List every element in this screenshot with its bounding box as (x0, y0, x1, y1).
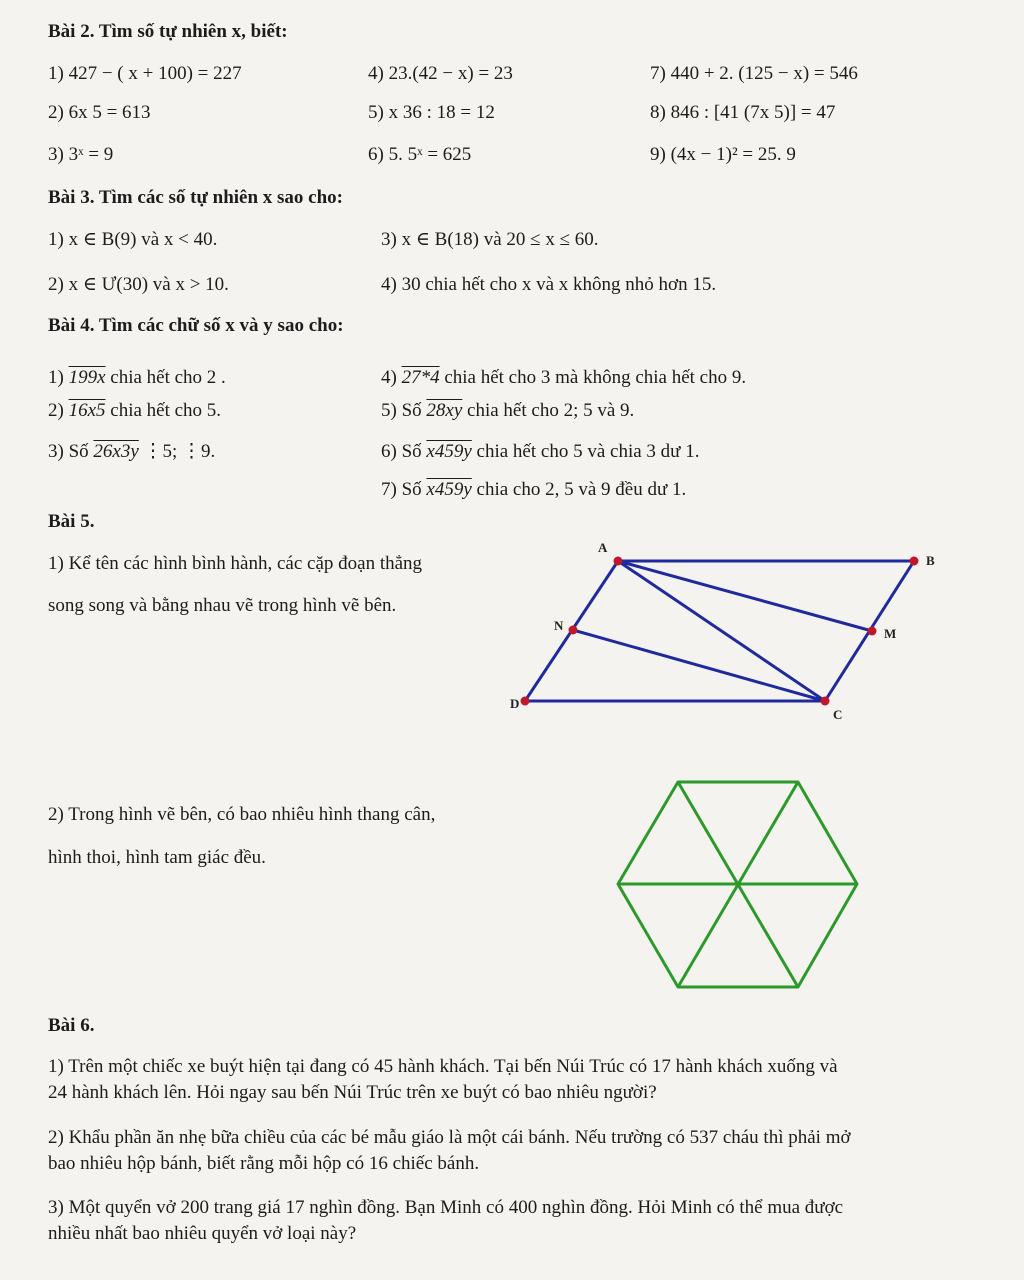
segment-NC (573, 630, 825, 701)
segment-AM (618, 561, 872, 631)
label-N: N (554, 618, 564, 633)
bai6-p2-line1: 2) Khẩu phần ăn nhẹ bữa chiều của các bé mẫu giáo là một cái bánh. Nếu trường có 537 cháu thì phải mở (48, 1127, 851, 1148)
item-prefix: 4) (381, 367, 402, 388)
item-prefix: 5) Số (381, 400, 427, 421)
label-D: D (510, 696, 520, 711)
point-A (614, 557, 623, 566)
overlined-number: x459y (426, 441, 472, 462)
overlined-number: 26x3y (93, 441, 139, 462)
item-prefix: 7) Số (381, 479, 427, 500)
item-text: chia hết cho 5. (105, 400, 222, 421)
label-B: B (926, 553, 935, 568)
bai4-item-3 (48, 440, 215, 464)
point-M (868, 627, 877, 636)
bai4-item-5 (381, 399, 634, 423)
bai6-p2-line2: bao nhiêu hộp bánh, biết rằng mỗi hộp có 16 chiếc bánh. (48, 1153, 480, 1174)
item-text: ⋮5; ⋮9. (138, 441, 216, 462)
bai2-item-5: 5) x 36 : 18 = 12 (368, 102, 495, 123)
bai6-p1-line2: 24 hành khách lên. Hỏi ngay sau bến Núi Trúc trên xe buýt có bao nhiêu người? (48, 1082, 657, 1103)
item-text: chia hết cho 2; 5 và 9. (462, 400, 635, 421)
bai5-title: Bài 5. (48, 511, 95, 532)
overlined-number: 16x5 (68, 400, 106, 421)
overlined-number: x459y (426, 479, 472, 500)
bai2-item-6: 6) 5. 5ˣ = 625 (368, 144, 472, 165)
label-M: M (884, 626, 897, 641)
item-prefix: 1) (48, 367, 69, 388)
item-prefix: 3) Số (48, 441, 94, 462)
item-prefix: 6) Số (381, 441, 427, 462)
item-text: chia hết cho 3 mà không chia hết cho 9. (439, 367, 747, 388)
bai6-title: Bài 6. (48, 1015, 95, 1036)
bai4-item-7 (381, 478, 686, 502)
bai2-item-9: 9) (4x − 1)² = 25. 9 (650, 144, 796, 165)
segment-AC (618, 561, 825, 701)
point-B (910, 557, 919, 566)
point-N (569, 626, 578, 635)
bai4-item-4 (381, 366, 746, 390)
bai3-item-2: 2) x ∈ Ư(30) và x > 10. (48, 274, 229, 295)
item-text: chia hết cho 5 và chia 3 dư 1. (471, 441, 700, 462)
bai2-item-4: 4) 23.(42 − x) = 23 (368, 63, 513, 84)
bai2-item-3: 3) 3ˣ = 9 (48, 144, 114, 165)
overlined-number: 27*4 (401, 367, 440, 388)
bai4-item-1 (48, 366, 226, 390)
bai6-p3-line2: nhiều nhất bao nhiêu quyển vở loại này? (48, 1223, 357, 1244)
bai2-title: Bài 2. Tìm số tự nhiên x, biết: (48, 21, 288, 42)
bai2-item-8: 8) 846 : [41 (7x 5)] = 47 (650, 102, 836, 123)
point-C (821, 697, 830, 706)
bai2-item-2: 2) 6x 5 = 613 (48, 102, 151, 123)
point-D (521, 697, 530, 706)
parallelogram-figure (500, 530, 960, 730)
bai4-item-6 (381, 440, 699, 464)
bai3-title: Bài 3. Tìm các số tự nhiên x sao cho: (48, 187, 344, 208)
hexagon-figure (610, 770, 870, 1000)
label-A: A (598, 540, 608, 555)
overlined-number: 199x (68, 367, 106, 388)
overlined-number: 28xy (426, 400, 463, 421)
bai2-item-7: 7) 440 + 2. (125 − x) = 546 (650, 63, 858, 84)
bai5-q1-line2: song song và bằng nhau vẽ trong hình vẽ bên. (48, 595, 397, 616)
item-prefix: 2) (48, 400, 69, 421)
bai5-q2-line1: 2) Trong hình vẽ bên, có bao nhiêu hình thang cân, (48, 804, 436, 825)
bai3-item-1: 1) x ∈ B(9) và x < 40. (48, 229, 218, 250)
bai6-p3-line1: 3) Một quyển vở 200 trang giá 17 nghìn đồng. Bạn Minh có 400 nghìn đồng. Hỏi Minh có thể mua được (48, 1197, 844, 1218)
bai4-item-2 (48, 399, 221, 423)
bai4-title: Bài 4. Tìm các chữ số x và y sao cho: (48, 315, 344, 336)
bai3-item-3: 3) x ∈ B(18) và 20 ≤ x ≤ 60. (381, 229, 599, 250)
bai5-q1-line1: 1) Kể tên các hình bình hành, các cặp đoạn thẳng (48, 553, 423, 574)
bai2-item-1: 1) 427 − ( x + 100) = 227 (48, 63, 242, 84)
item-text: chia cho 2, 5 và 9 đều dư 1. (471, 479, 687, 500)
bai3-item-4: 4) 30 chia hết cho x và x không nhỏ hơn 15. (381, 274, 717, 295)
label-C: C (833, 707, 843, 722)
bai6-p1-line1: 1) Trên một chiếc xe buýt hiện tại đang có 45 hành khách. Tại bến Núi Trúc có 17 hành khách xuống và (48, 1056, 838, 1077)
item-text: chia hết cho 2 . (105, 367, 226, 388)
bai5-q2-line2: hình thoi, hình tam giác đều. (48, 847, 266, 868)
